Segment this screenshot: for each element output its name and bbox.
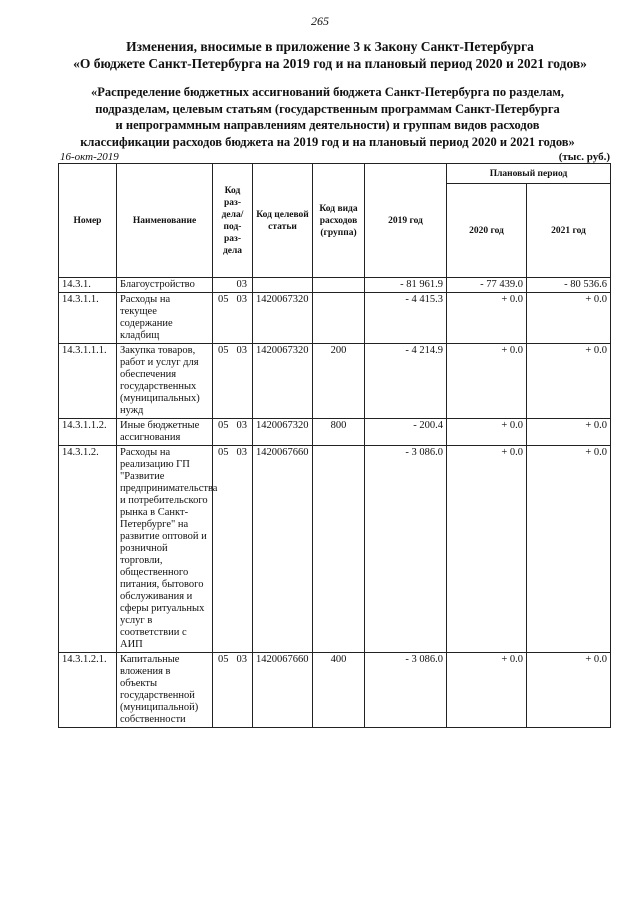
row-subsection: 03 (236, 420, 247, 431)
units-label: (тыс. руб.) (558, 151, 610, 163)
row-value-2021: + 0.0 (527, 446, 611, 653)
row-value-2020: + 0.0 (447, 446, 527, 653)
document-title (40, 38, 620, 72)
title-line: «О бюджете Санкт-Петербурга на 2019 год и на плановый период 2020 и 2021 годов» (73, 56, 587, 71)
row-number: 14.3.1.1. (59, 293, 117, 344)
row-name: Закупка товаров, работ и услуг для обеспечения государственных (муниципальных) нужд (117, 344, 213, 419)
row-group-code: 200 (313, 344, 365, 419)
row-value-2019: - 3 086.0 (365, 653, 447, 728)
header-2020: 2020 год (447, 184, 527, 278)
row-number: 14.3.1.1.1. (59, 344, 117, 419)
row-name: Расходы на реализацию ГП "Развитие предпринимательства и потребительского рынка в Санкт-Петербурге" на развитие оптовой и розничной торговли, общественного питания, бытового обслуживания и сферы ритуальных услуг в соответствии с АИП (117, 446, 213, 653)
subtitle-line: «Распределение бюджетных ассигнований бюджета Санкт-Петербурга по разделам, (91, 85, 564, 99)
header-group: Код вида расходов (группа) (313, 164, 365, 278)
table-row (59, 419, 611, 446)
subtitle-line: подразделам, целевым статьям (государственным программам Санкт-Петербурга (95, 101, 560, 116)
row-value-2019: - 200.4 (365, 419, 447, 446)
row-section-code (213, 344, 253, 419)
row-group-code: 800 (313, 419, 365, 446)
row-target-code: 1420067320 (253, 344, 313, 419)
row-section-code (213, 419, 253, 446)
appendix-title (40, 84, 615, 150)
row-subsection: 03 (236, 447, 247, 458)
row-section: 05 (218, 420, 229, 431)
document-date: 16-окт-2019 (60, 151, 119, 163)
row-subsection: 03 (236, 294, 247, 305)
row-number: 14.3.1.1.2. (59, 419, 117, 446)
row-number: 14.3.1. (59, 278, 117, 293)
row-target-code: 1420067320 (253, 419, 313, 446)
title-line: Изменения, вносимые в приложение 3 к Закону Санкт-Петербурга (126, 39, 534, 54)
row-value-2019: - 4 214.9 (365, 344, 447, 419)
row-section: 05 (218, 345, 229, 356)
table-row (59, 653, 611, 728)
row-value-2021: + 0.0 (527, 344, 611, 419)
row-group-code (313, 446, 365, 653)
row-value-2020: + 0.0 (447, 344, 527, 419)
subtitle-line: классификации расходов бюджета на 2019 год и на плановый период 2020 и 2021 годов» (80, 134, 575, 149)
header-number: Номер (59, 164, 117, 278)
subtitle-line: и непрограммным направлениям деятельности) и группам видов расходов (115, 118, 540, 132)
row-target-code (253, 278, 313, 293)
row-section: 05 (218, 654, 229, 665)
row-subsection: 03 (236, 654, 247, 665)
budget-table (58, 163, 611, 728)
page-number: 265 (311, 14, 329, 28)
row-value-2020: - 77 439.0 (447, 278, 527, 293)
row-group-code: 400 (313, 653, 365, 728)
row-number: 14.3.1.2.1. (59, 653, 117, 728)
row-group-code (313, 278, 365, 293)
row-value-2020: + 0.0 (447, 293, 527, 344)
row-section-code (213, 293, 253, 344)
header-name: Наименование (117, 164, 213, 278)
header-section: Код раз-дела/ под-раз-дела (213, 164, 253, 278)
row-section: 05 (218, 294, 229, 305)
row-name: Благоустройство (117, 278, 213, 293)
row-target-code: 1420067660 (253, 653, 313, 728)
row-subsection: 03 (236, 279, 247, 290)
row-value-2021: + 0.0 (527, 419, 611, 446)
header-2021: 2021 год (527, 184, 611, 278)
row-value-2020: + 0.0 (447, 653, 527, 728)
row-value-2020: + 0.0 (447, 419, 527, 446)
table-row (59, 278, 611, 293)
header-2019: 2019 год (365, 164, 447, 278)
row-section-code (213, 653, 253, 728)
row-section: 05 (218, 447, 229, 458)
row-value-2019: - 4 415.3 (365, 293, 447, 344)
row-value-2021: + 0.0 (527, 293, 611, 344)
row-target-code: 1420067660 (253, 446, 313, 653)
row-section-code (213, 278, 253, 293)
row-name: Капитальные вложения в объекты государственной (муниципальной) собственности (117, 653, 213, 728)
row-value-2019: - 3 086.0 (365, 446, 447, 653)
row-group-code (313, 293, 365, 344)
row-target-code: 1420067320 (253, 293, 313, 344)
row-section-code (213, 446, 253, 653)
row-name: Расходы на текущее содержание кладбищ (117, 293, 213, 344)
row-value-2019: - 81 961.9 (365, 278, 447, 293)
row-value-2021: + 0.0 (527, 653, 611, 728)
table-row (59, 446, 611, 653)
row-name: Иные бюджетные ассигнования (117, 419, 213, 446)
row-value-2021: - 80 536.6 (527, 278, 611, 293)
header-plan-period: Плановый период (447, 164, 611, 184)
table-body (59, 278, 611, 728)
row-subsection: 03 (236, 345, 247, 356)
table-row (59, 293, 611, 344)
header-target: Код целевой статьи (253, 164, 313, 278)
row-number: 14.3.1.2. (59, 446, 117, 653)
table-row (59, 344, 611, 419)
